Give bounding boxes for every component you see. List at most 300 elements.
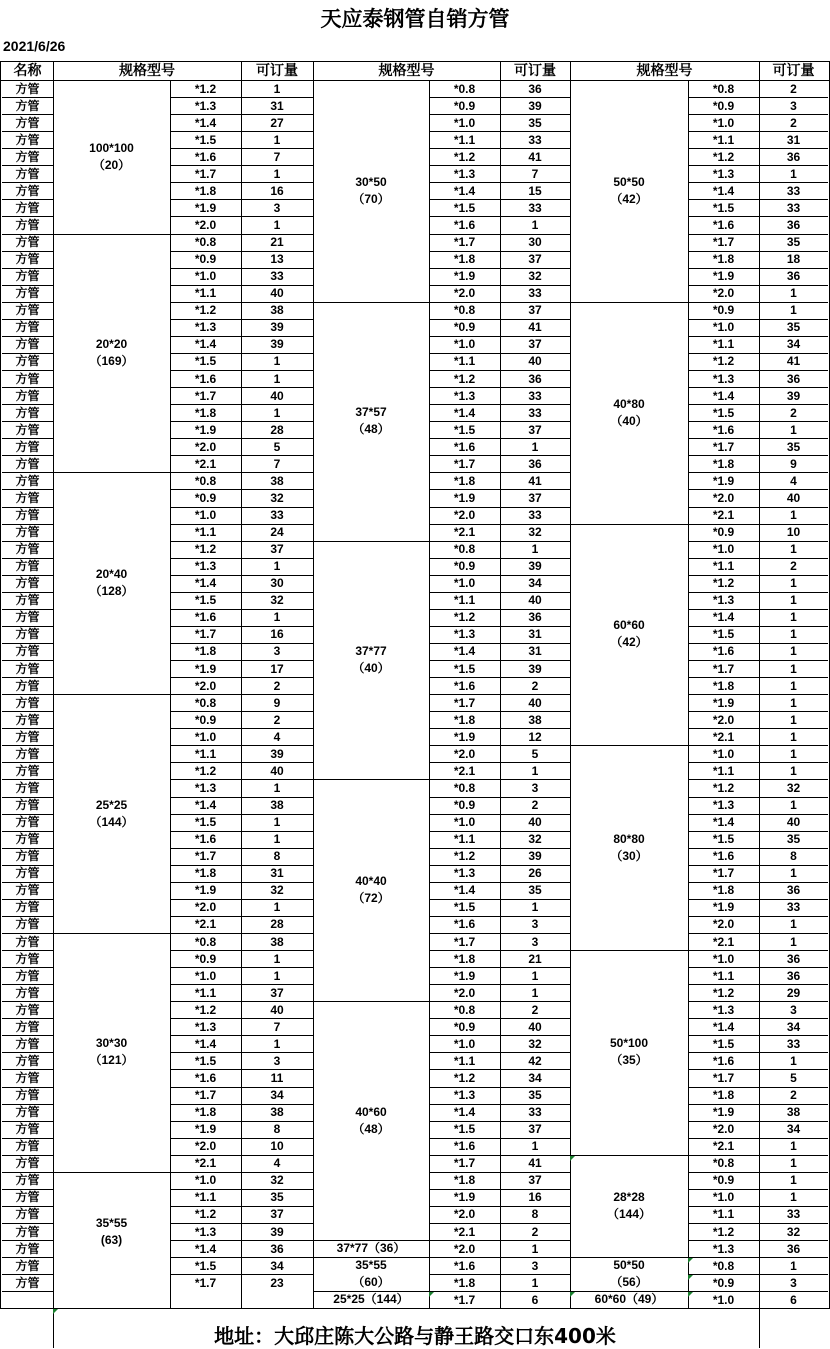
quantity-cell: 5 [273, 439, 281, 454]
row-line [2, 745, 53, 746]
quantity-cell: 33 [270, 269, 284, 284]
spec-size: 40*60 [355, 1104, 387, 1119]
quantity-cell: 33 [786, 183, 801, 198]
row-line [688, 728, 828, 729]
thickness-cell: *1.5 [194, 1258, 217, 1273]
thickness-cell: *1.9 [712, 1105, 735, 1120]
row-line [688, 626, 828, 627]
quantity-cell: 39 [528, 559, 542, 574]
row-line [2, 950, 53, 951]
quantity-cell: 38 [786, 1105, 801, 1120]
row-name: 方管 [15, 1275, 40, 1290]
quantity-cell: 1 [790, 746, 797, 761]
row-name: 方管 [15, 712, 40, 727]
row-line [688, 762, 828, 763]
quantity-cell: 18 [786, 252, 801, 267]
row-line [2, 199, 53, 200]
quantity-cell: 1 [790, 1258, 797, 1273]
row-line [2, 779, 53, 780]
row-line [688, 916, 828, 917]
quantity-cell: 1 [531, 968, 539, 983]
thickness-cell: *1.7 [453, 235, 476, 250]
row-line [688, 541, 828, 542]
thickness-cell: *1.2 [453, 1070, 476, 1085]
thickness-cell: *1.9 [194, 883, 217, 898]
thickness-cell: *1.3 [712, 1241, 735, 1256]
row-line [2, 643, 53, 644]
row-line [688, 1172, 828, 1173]
row-line [688, 643, 828, 644]
row-line [2, 1087, 53, 1088]
thickness-cell: *1.3 [194, 1019, 217, 1034]
thickness-cell: *1.6 [453, 439, 476, 454]
spec-size: 50*100 [609, 1036, 649, 1051]
row-line [2, 1138, 53, 1139]
quantity-cell: 38 [528, 712, 542, 727]
thickness-cell: *2.0 [453, 1207, 476, 1222]
thickness-cell: *1.8 [712, 456, 735, 471]
quantity-cell: 3 [790, 1275, 797, 1290]
row-line [688, 1121, 828, 1122]
quantity-cell: 37 [270, 985, 284, 1000]
quantity-cell: 1 [273, 166, 281, 181]
row-line [688, 199, 828, 200]
row-line [2, 575, 53, 576]
row-line [2, 882, 53, 883]
thickness-cell: *0.8 [453, 81, 476, 96]
thickness-cell: *1.1 [712, 968, 735, 983]
spec-size: 25*25 [95, 797, 128, 812]
quantity-cell: 7 [273, 456, 281, 471]
thickness-cell: *1.3 [712, 593, 735, 608]
quantity-cell: 1 [531, 985, 539, 1000]
row-line [2, 1240, 53, 1241]
row-line [2, 984, 53, 985]
quantity-cell: 36 [528, 81, 542, 96]
thickness-cell: *1.8 [712, 1088, 735, 1103]
row-line [2, 404, 53, 405]
spec-size: 50*50 [613, 174, 645, 189]
spec-group [313, 302, 429, 541]
row-line [2, 728, 53, 729]
thickness-cell: *1.0 [712, 746, 735, 761]
thickness-cell: *1.0 [712, 1190, 735, 1205]
quantity-cell: 2 [531, 798, 539, 813]
row-name: 方管 [15, 1019, 40, 1034]
group-line [53, 234, 313, 235]
quantity-cell: 39 [528, 661, 542, 676]
row-line [688, 216, 828, 217]
spec-size: 37*77 [355, 644, 387, 659]
row-line [2, 933, 53, 934]
thickness-cell: *0.9 [194, 712, 217, 727]
thickness-cell: *1.0 [712, 951, 735, 966]
thickness-cell: *1.9 [453, 269, 476, 284]
quantity-cell: 13 [270, 252, 284, 267]
quantity-cell: 38 [270, 473, 284, 488]
thickness-cell: *1.8 [453, 1275, 476, 1290]
row-name: 方管 [15, 559, 40, 574]
thickness-cell: *1.1 [453, 132, 476, 147]
row-name: 方管 [15, 1088, 40, 1103]
row-line [2, 182, 53, 183]
row-name: 方管 [15, 252, 40, 267]
spec-group [570, 745, 688, 950]
quantity-cell: 37 [528, 337, 542, 352]
row-line [2, 626, 53, 627]
row-line [688, 165, 828, 166]
row-name: 方管 [15, 132, 40, 147]
quantity-cell: 3 [790, 1002, 797, 1017]
quantity-cell: 1 [273, 951, 281, 966]
row-line [2, 268, 53, 269]
thickness-cell: *1.2 [194, 81, 217, 96]
spec-size: 20*20 [95, 336, 128, 351]
quantity-cell: 38 [270, 303, 284, 318]
row-name: 方管 [15, 439, 40, 454]
quantity-cell: 10 [786, 525, 801, 540]
quantity-cell: 35 [786, 235, 801, 250]
cell-marker-icon [570, 1156, 575, 1161]
thickness-cell: *1.0 [712, 542, 735, 557]
row-name: 方管 [15, 985, 40, 1000]
thickness-cell: *1.0 [194, 508, 217, 523]
row-line [688, 285, 828, 286]
quantity-cell: 35 [528, 115, 542, 130]
thickness-cell: *1.7 [194, 1088, 217, 1103]
thickness-cell: *1.6 [194, 832, 217, 847]
thickness-cell: *0.8 [712, 81, 735, 96]
quantity-cell: 31 [786, 132, 801, 147]
quantity-cell: 2 [531, 1224, 539, 1239]
quantity-cell: 2 [531, 1002, 539, 1017]
thickness-cell: *1.6 [712, 217, 735, 232]
row-line [2, 251, 53, 252]
row-name: 方管 [15, 678, 40, 693]
thickness-cell: *1.0 [194, 269, 217, 284]
thickness-cell: *1.6 [453, 1139, 476, 1154]
row-line [2, 848, 53, 849]
thickness-cell: *1.3 [453, 166, 476, 181]
quantity-cell: 2 [790, 115, 797, 130]
quantity-cell: 1 [790, 542, 797, 557]
thickness-cell: *1.9 [712, 900, 735, 915]
spec-size: 60*60 [613, 618, 645, 633]
thickness-cell: *2.0 [453, 746, 476, 761]
row-line [2, 592, 53, 593]
thickness-cell: *1.0 [194, 729, 217, 744]
spec-group [570, 950, 688, 1155]
thickness-cell: *1.8 [712, 252, 735, 267]
row-name: 方管 [15, 422, 40, 437]
row-line [688, 984, 828, 985]
group-line [53, 933, 313, 934]
quantity-cell: 11 [270, 1070, 284, 1085]
quantity-cell: 3 [531, 780, 539, 795]
quantity-cell: 4 [790, 473, 797, 488]
quantity-cell: 39 [270, 746, 284, 761]
spec-total: （48） [352, 1121, 390, 1136]
quantity-cell: 32 [786, 1224, 801, 1239]
quantity-cell: 39 [270, 1224, 284, 1239]
quantity-cell: 31 [270, 866, 284, 881]
thickness-cell: *2.0 [194, 217, 217, 232]
row-line [688, 336, 828, 337]
thickness-cell: *2.1 [453, 525, 476, 540]
spec-group [313, 80, 429, 302]
group-line [313, 302, 570, 303]
thickness-cell: *0.8 [712, 1156, 735, 1171]
quantity-cell: 39 [270, 320, 284, 335]
thickness-cell: *2.0 [712, 490, 735, 505]
thickness-cell: *1.9 [712, 695, 735, 710]
quantity-cell: 1 [790, 866, 797, 881]
row-name: 方管 [15, 798, 40, 813]
row-name: 方管 [15, 695, 40, 710]
row-line [2, 302, 53, 303]
cell-marker-icon [688, 1292, 693, 1297]
row-line [2, 455, 53, 456]
thickness-cell: *1.8 [712, 883, 735, 898]
thickness-cell: *1.3 [194, 320, 217, 335]
row-line [688, 575, 828, 576]
spec-size: 20*40 [95, 567, 128, 582]
row-line [688, 1189, 828, 1190]
quantity-cell: 35 [270, 1190, 284, 1205]
thickness-cell: *1.5 [194, 354, 217, 369]
thickness-cell: *2.1 [194, 1156, 217, 1171]
spec-group [570, 1291, 688, 1308]
thickness-cell: *1.5 [453, 1122, 476, 1137]
row-line [688, 694, 828, 695]
thickness-cell: *1.7 [194, 1275, 217, 1290]
quantity-cell: 33 [528, 508, 542, 523]
spec-size: 60*60（49） [594, 1292, 664, 1307]
row-line [2, 694, 53, 695]
row-name: 方管 [15, 866, 40, 881]
row-line [2, 1206, 53, 1207]
quantity-cell: 3 [531, 917, 539, 932]
thickness-cell: *2.1 [712, 934, 735, 949]
quantity-cell: 2 [790, 1088, 797, 1103]
spec-total: （144） [606, 1206, 652, 1221]
thickness-cell: *1.1 [194, 985, 217, 1000]
thickness-cell: *0.9 [453, 98, 476, 113]
spec-size: 37*77（36） [336, 1241, 406, 1256]
row-line [688, 1001, 828, 1002]
thickness-cell: *1.9 [194, 661, 217, 676]
spec-group [313, 1240, 429, 1257]
thickness-cell: *2.1 [712, 729, 735, 744]
row-line [688, 182, 828, 183]
spec-total: （70） [352, 191, 390, 206]
row-name: 方管 [15, 968, 40, 983]
column-line [688, 80, 689, 1308]
quantity-cell: 32 [528, 1036, 542, 1051]
quantity-cell: 1 [273, 780, 281, 795]
quantity-cell: 1 [273, 832, 281, 847]
quantity-cell: 37 [528, 422, 542, 437]
row-line [2, 285, 53, 286]
quantity-cell: 1 [790, 644, 797, 659]
row-name: 方管 [15, 1190, 40, 1205]
row-name: 方管 [15, 183, 40, 198]
quantity-cell: 32 [270, 1173, 284, 1188]
quantity-cell: 41 [528, 320, 542, 335]
thickness-cell: *1.6 [194, 371, 217, 386]
row-line [688, 319, 828, 320]
header-spec: 规格型号 [378, 62, 435, 79]
row-line [688, 797, 828, 798]
thickness-cell: *1.0 [194, 968, 217, 983]
row-name: 方管 [15, 849, 40, 864]
quantity-cell: 16 [270, 183, 284, 198]
row-line [688, 131, 828, 132]
thickness-cell: *1.5 [712, 405, 735, 420]
spec-total: （35） [610, 1053, 648, 1068]
quantity-cell: 36 [786, 217, 801, 232]
row-name: 方管 [15, 763, 40, 778]
thickness-cell: *2.1 [712, 508, 735, 523]
quantity-cell: 4 [273, 729, 281, 744]
thickness-cell: *2.1 [194, 917, 217, 932]
quantity-cell: 7 [273, 149, 281, 164]
thickness-cell: *0.8 [453, 542, 476, 557]
quantity-cell: 32 [786, 780, 801, 795]
row-line [688, 404, 828, 405]
row-line [688, 421, 828, 422]
quantity-cell: 17 [270, 661, 284, 676]
spec-total: （40） [610, 413, 648, 428]
thickness-cell: *1.8 [194, 405, 217, 420]
quantity-cell: 39 [528, 98, 542, 113]
thickness-cell: *1.6 [712, 849, 735, 864]
row-name: 方管 [15, 610, 40, 625]
row-name: 方管 [15, 1139, 40, 1154]
spec-total: （121） [89, 1053, 134, 1068]
quantity-cell: 1 [790, 695, 797, 710]
thickness-cell: *1.3 [712, 166, 735, 181]
column-line [759, 61, 760, 1308]
quantity-cell: 36 [270, 1241, 284, 1256]
date-label: 2021/6/26 [3, 38, 66, 54]
thickness-cell: *1.6 [712, 1053, 735, 1068]
thickness-cell: *1.9 [712, 473, 735, 488]
row-line [2, 558, 53, 559]
thickness-cell: *1.6 [712, 422, 735, 437]
thickness-cell: *1.1 [712, 763, 735, 778]
row-line [2, 1172, 53, 1173]
quantity-cell: 41 [528, 149, 542, 164]
quantity-cell: 41 [786, 354, 801, 369]
thickness-cell: *1.9 [194, 1122, 217, 1137]
thickness-cell: *0.9 [194, 490, 217, 505]
spec-total: （144） [89, 814, 134, 829]
group-line [570, 1291, 828, 1292]
row-line [2, 609, 53, 610]
thickness-cell: *1.4 [194, 1241, 217, 1256]
thickness-cell: *1.2 [194, 763, 217, 778]
thickness-cell: *1.0 [712, 320, 735, 335]
row-name: 方管 [15, 593, 40, 608]
column-line [241, 61, 242, 1308]
group-line [313, 541, 570, 542]
quantity-cell: 32 [528, 832, 542, 847]
quantity-cell: 1 [790, 576, 797, 591]
quantity-cell: 8 [273, 849, 281, 864]
row-line [688, 1052, 828, 1053]
row-name: 方管 [15, 81, 40, 96]
thickness-cell: *1.2 [712, 354, 735, 369]
spec-group [53, 694, 170, 933]
row-line [688, 848, 828, 849]
row-line [2, 762, 53, 763]
row-name: 方管 [15, 1224, 40, 1239]
quantity-cell: 40 [528, 354, 542, 369]
row-line [688, 387, 828, 388]
row-line [688, 779, 828, 780]
quantity-cell: 1 [790, 661, 797, 676]
cell-marker-icon [570, 1292, 575, 1297]
quantity-cell: 34 [786, 1019, 801, 1034]
thickness-cell: *2.0 [712, 712, 735, 727]
row-name: 方管 [15, 354, 40, 369]
spec-group [53, 472, 170, 694]
row-line [688, 660, 828, 661]
thickness-cell: *1.3 [453, 866, 476, 881]
quantity-cell: 36 [528, 371, 542, 386]
thickness-cell: *1.2 [453, 371, 476, 386]
thickness-cell: *1.1 [712, 559, 735, 574]
quantity-cell: 1 [790, 1156, 797, 1171]
thickness-cell: *1.2 [712, 576, 735, 591]
spec-total: （20） [92, 157, 131, 172]
quantity-cell: 3 [531, 934, 539, 949]
thickness-cell: *1.1 [712, 1207, 735, 1222]
quantity-cell: 1 [790, 934, 797, 949]
row-line [688, 1035, 828, 1036]
thickness-cell: *1.7 [194, 166, 217, 181]
spec-group [53, 80, 170, 234]
spec-group [570, 524, 688, 746]
thickness-cell: *1.2 [453, 610, 476, 625]
thickness-cell: *0.9 [453, 1019, 476, 1034]
quantity-cell: 37 [528, 490, 542, 505]
row-line [2, 967, 53, 968]
quantity-cell: 21 [270, 235, 284, 250]
quantity-cell: 33 [786, 1036, 801, 1051]
row-line [2, 677, 53, 678]
row-name: 方管 [15, 217, 40, 232]
thickness-cell: *1.7 [453, 1292, 476, 1307]
thickness-cell: *2.0 [453, 508, 476, 523]
quantity-cell: 1 [790, 729, 797, 744]
group-line [570, 1155, 828, 1156]
quantity-cell: 27 [270, 115, 284, 130]
thickness-cell: *1.8 [712, 678, 735, 693]
row-name: 方管 [15, 490, 40, 505]
thickness-cell: *2.0 [453, 1241, 476, 1256]
quantity-cell: 1 [273, 132, 281, 147]
quantity-cell: 1 [790, 798, 797, 813]
row-line [2, 660, 53, 661]
spec-size: 37*57 [355, 405, 387, 420]
quantity-cell: 1 [531, 439, 539, 454]
row-name: 方管 [15, 303, 40, 318]
quantity-cell: 33 [786, 200, 801, 215]
quantity-cell: 35 [528, 883, 542, 898]
quantity-cell: 1 [273, 354, 281, 369]
